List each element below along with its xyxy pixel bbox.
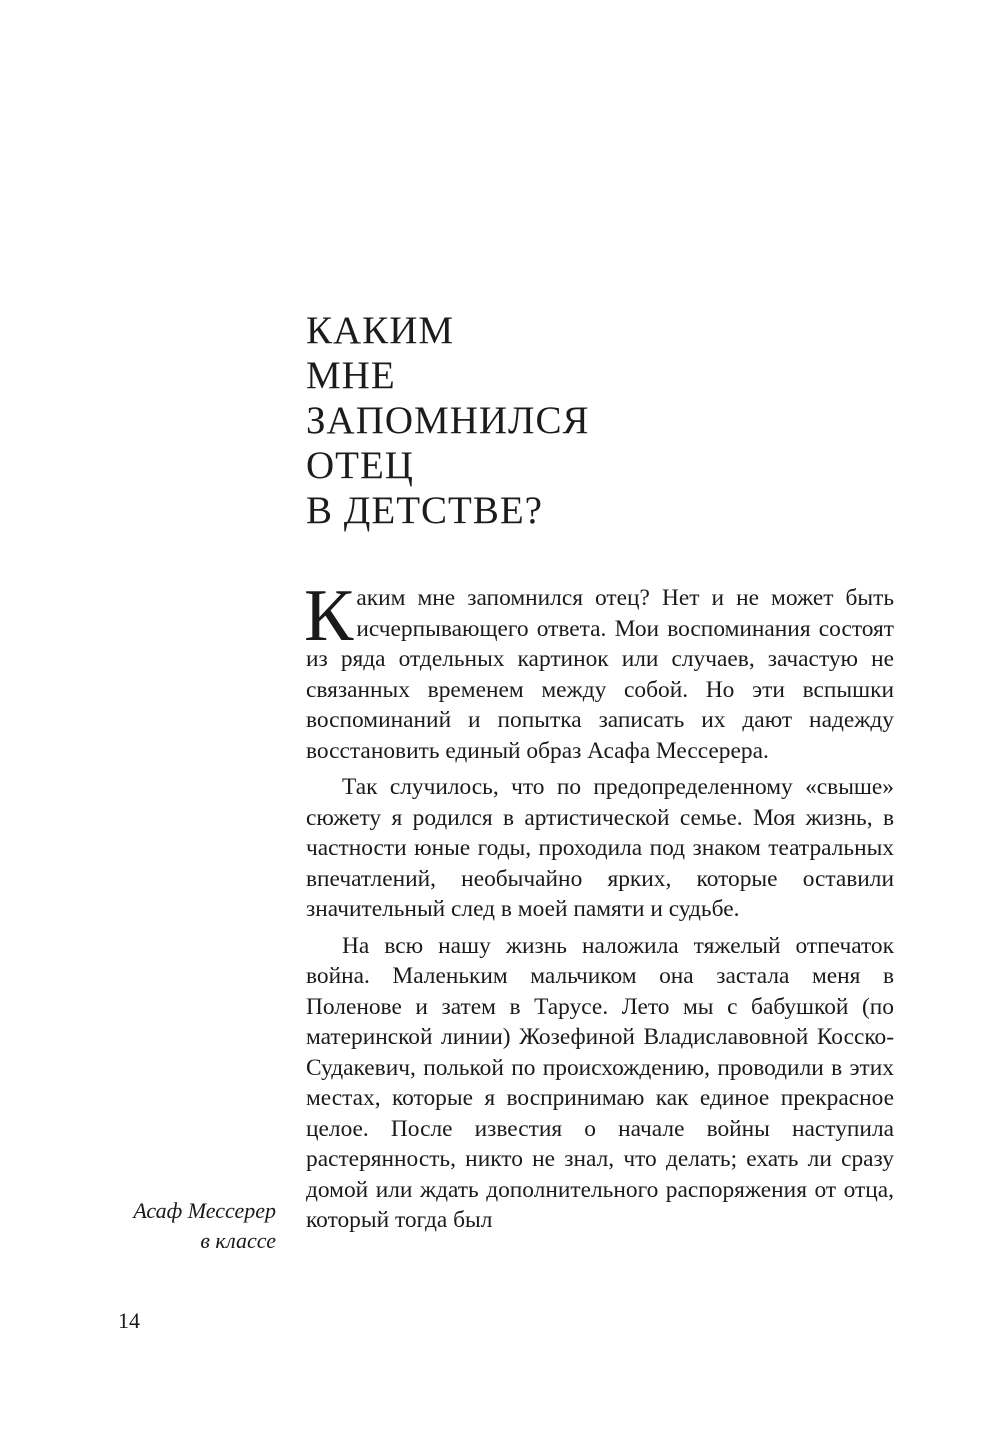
body-text	[304, 575, 894, 1236]
chapter-title-line: В ДЕТСТВЕ?	[306, 489, 543, 532]
caption-line: в классе	[200, 1228, 276, 1253]
chapter-title-line: КАКИМ	[306, 309, 455, 352]
paragraph	[304, 575, 894, 766]
chapter-title-line: ОТЕЦ	[306, 444, 414, 487]
paragraph-text: аким мне запомнился отец? Нет и не может быть исчерпывающего ответа. Мои воспоминания состоят из ряда отдельных картинок или случаев, зачастую не связанных временем между собой. Но эти вспышки воспоминаний и попытка записать их дают надежду восстановить единый образ Асафа Мессерера.	[306, 585, 894, 764]
paragraph: Так случилось, что по предопределенному «свыше» сюжету я родился в артистической семье. Моя жизнь, в частности юные годы, проходила под знаком театральных впечатлений, необычайно ярких, которые оставили значительный след в моей памяти и судьбе.	[306, 774, 894, 922]
chapter-title-line: ЗАПОМНИЛСЯ	[306, 399, 590, 442]
drop-cap: К	[304, 575, 354, 657]
paragraph: На всю нашу жизнь наложила тяжелый отпечаток война. Маленьким мальчиком она застала меня в Поленове и затем в Тарусе. Лето мы с бабушкой (по материнской линии) Жозефиной Владиславовной Косско-Судакевич, полькой по происхождению, проводили в этих местах, которые я воспринимаю как единое прекрасное целое. После известия о начале войны наступила растерянность, никто не знал, что делать; ехать ли сразу домой или ждать дополнительного распоряжения от отца, который тогда был	[306, 932, 894, 1233]
page-number: 14	[118, 1308, 140, 1333]
chapter-title-line: МНЕ	[306, 354, 396, 397]
caption-line: Асаф Мессерер	[133, 1198, 276, 1223]
chapter-title	[306, 308, 590, 533]
photo-caption	[133, 1196, 276, 1256]
